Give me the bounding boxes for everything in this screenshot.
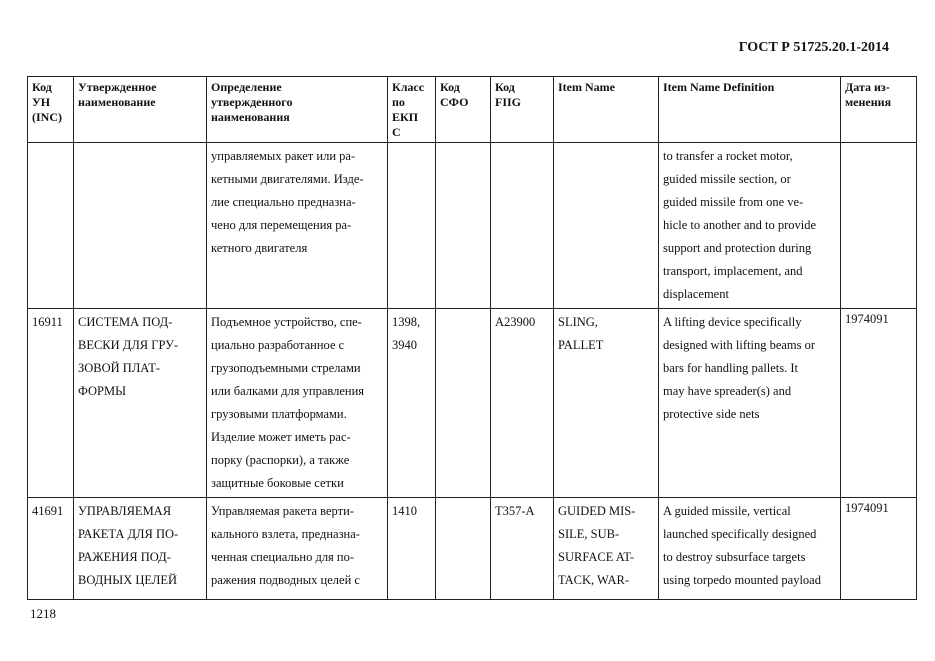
- cell-text-line: 16911: [32, 315, 63, 329]
- header-approved-name: [74, 77, 207, 143]
- header-sfo-code: [436, 77, 491, 143]
- page-number: 1218: [30, 606, 56, 621]
- cell-text-line: наименование: [78, 95, 156, 109]
- cell-text-line: to destroy subsurface targets: [663, 550, 806, 564]
- cell-text-line: TACK, WAR-: [558, 573, 629, 587]
- cell-ekps: [388, 498, 436, 600]
- cell-text-line: hicle to another and to provide: [663, 218, 817, 232]
- cell-text-line: may have spreader(s) and: [663, 384, 792, 398]
- cell-text-line: PALLET: [558, 338, 604, 352]
- table-header-row: [28, 77, 917, 143]
- cell-text-line: утвержденного: [211, 95, 293, 109]
- table-row: [28, 143, 917, 309]
- cell-text-line: Item Name: [558, 80, 615, 94]
- cell-text-line: bars for handling pallets. It: [663, 361, 799, 375]
- cell-sfo: [436, 309, 491, 498]
- cell-text-line: грузовыми платформами.: [211, 407, 347, 421]
- cell-text-line: СИСТЕМА ПОД-: [78, 315, 173, 329]
- cell-text-line: T357-A: [495, 504, 535, 518]
- cell-text-line: УПРАВЛЯЕМАЯ: [78, 504, 172, 518]
- cell-text-line: кетного двигателя: [211, 241, 308, 255]
- classification-table: [27, 76, 917, 600]
- cell-text-line: launched specifically designed: [663, 527, 817, 541]
- cell-fiig: [491, 309, 554, 498]
- cell-text-line: A23900: [495, 315, 536, 329]
- cell-text-line: 1398,: [392, 315, 421, 329]
- cell-fiig: [491, 143, 554, 309]
- cell-text-line: чено для перемещения ра-: [211, 218, 352, 232]
- cell-item-definition: [659, 309, 841, 498]
- cell-text-line: менения: [845, 95, 892, 109]
- cell-text-line: грузоподъемными стрелами: [211, 361, 361, 375]
- cell-text-line: кетными двигателями. Изде-: [211, 172, 364, 186]
- cell-text-line: SLING,: [558, 315, 598, 329]
- cell-item-name: [554, 143, 659, 309]
- cell-text-line: designed with lifting beams or: [663, 338, 816, 352]
- cell-text-line: ВЕСКИ ДЛЯ ГРУ-: [78, 338, 179, 352]
- cell-text-line: РАКЕТА ДЛЯ ПО-: [78, 527, 179, 541]
- cell-text-line: GUIDED MIS-: [558, 504, 636, 518]
- cell-definition-ru: [207, 309, 388, 498]
- cell-item-name: [554, 498, 659, 600]
- cell-text-line: Дата из-: [845, 80, 890, 94]
- cell-text-line: УН: [32, 95, 51, 109]
- cell-text-line: to transfer a rocket motor,: [663, 149, 793, 163]
- cell-text-line: ФОРМЫ: [78, 384, 127, 398]
- cell-text-line: циально разработанное с: [211, 338, 345, 352]
- cell-text-line: guided missile section, or: [663, 172, 791, 186]
- header-inc: [28, 77, 74, 143]
- header-item-name: [554, 77, 659, 143]
- cell-text-line: 1974091: [845, 501, 889, 515]
- cell-definition-ru: [207, 143, 388, 309]
- cell-name-ru: [74, 498, 207, 600]
- cell-ekps: [388, 309, 436, 498]
- cell-text-line: наименования: [211, 110, 290, 124]
- header-ekps-class: [388, 77, 436, 143]
- header-change-date: [841, 77, 917, 143]
- cell-date: [841, 498, 917, 600]
- cell-text-line: SILE, SUB-: [558, 527, 620, 541]
- cell-text-line: РАЖЕНИЯ ПОД-: [78, 550, 171, 564]
- cell-text-line: по: [392, 95, 405, 109]
- cell-name-ru: [74, 143, 207, 309]
- cell-text-line: Класс: [392, 80, 425, 94]
- cell-text-line: transport, implacement, and: [663, 264, 803, 278]
- cell-inc: [28, 309, 74, 498]
- cell-text-line: Код: [440, 80, 460, 94]
- cell-date: [841, 309, 917, 498]
- cell-text-line: FIIG: [495, 95, 522, 109]
- cell-inc: [28, 143, 74, 309]
- cell-text-line: ВОДНЫХ ЦЕЛЕЙ: [78, 573, 177, 587]
- cell-text-line: лие специально предназна-: [211, 195, 356, 209]
- header-fiig-code: [491, 77, 554, 143]
- cell-text-line: (INC): [32, 110, 62, 124]
- cell-text-line: support and protection during: [663, 241, 812, 255]
- cell-sfo: [436, 498, 491, 600]
- cell-text-line: Код: [495, 80, 515, 94]
- cell-text-line: или балками для управления: [211, 384, 365, 398]
- cell-text-line: using torpedo mounted payload: [663, 573, 821, 587]
- cell-text-line: Item Name Definition: [663, 80, 775, 94]
- cell-text-line: Подъемное устройство, спе-: [211, 315, 362, 329]
- table-row: [28, 309, 917, 498]
- cell-text-line: protective side nets: [663, 407, 760, 421]
- cell-text-line: A lifting device specifically: [663, 315, 802, 329]
- cell-inc: [28, 498, 74, 600]
- cell-date: [841, 143, 917, 309]
- cell-item-name: [554, 309, 659, 498]
- cell-text-line: SURFACE AT-: [558, 550, 635, 564]
- header-item-name-definition: [659, 77, 841, 143]
- cell-text-line: displacement: [663, 287, 729, 301]
- cell-text-line: кального взлета, предназна-: [211, 527, 360, 541]
- cell-text-line: Код: [32, 80, 52, 94]
- cell-sfo: [436, 143, 491, 309]
- table-row: [28, 498, 917, 600]
- cell-text-line: Управляемая ракета верти-: [211, 504, 354, 518]
- cell-text-line: управляемых ракет или ра-: [211, 149, 356, 163]
- cell-text-line: порку (распорки), а также: [211, 453, 350, 467]
- cell-text-line: Изделие может иметь рас-: [211, 430, 351, 444]
- cell-text-line: Утвержденное: [78, 80, 157, 94]
- cell-text-line: 1974091: [845, 312, 889, 326]
- cell-text-line: ченная специально для по-: [211, 550, 355, 564]
- cell-text-line: ЕКП: [392, 110, 419, 124]
- cell-text-line: 3940: [392, 338, 417, 352]
- cell-text-line: 41691: [32, 504, 64, 518]
- cell-text-line: защитные боковые сетки: [211, 476, 344, 490]
- cell-text-line: Определение: [211, 80, 282, 94]
- cell-name-ru: [74, 309, 207, 498]
- cell-definition-ru: [207, 498, 388, 600]
- cell-text-line: ражения подводных целей с: [211, 573, 360, 587]
- cell-item-definition: [659, 498, 841, 600]
- cell-item-definition: [659, 143, 841, 309]
- cell-text-line: СФО: [440, 95, 469, 109]
- cell-ekps: [388, 143, 436, 309]
- cell-text-line: 1410: [392, 504, 417, 518]
- cell-text-line: С: [392, 125, 401, 139]
- cell-fiig: [491, 498, 554, 600]
- standard-designation: ГОСТ Р 51725.20.1-2014: [738, 40, 889, 55]
- header-name-definition: [207, 77, 388, 143]
- cell-text-line: ЗОВОЙ ПЛАТ-: [78, 361, 161, 375]
- cell-text-line: guided missile from one ve-: [663, 195, 804, 209]
- cell-text-line: A guided missile, vertical: [663, 504, 791, 518]
